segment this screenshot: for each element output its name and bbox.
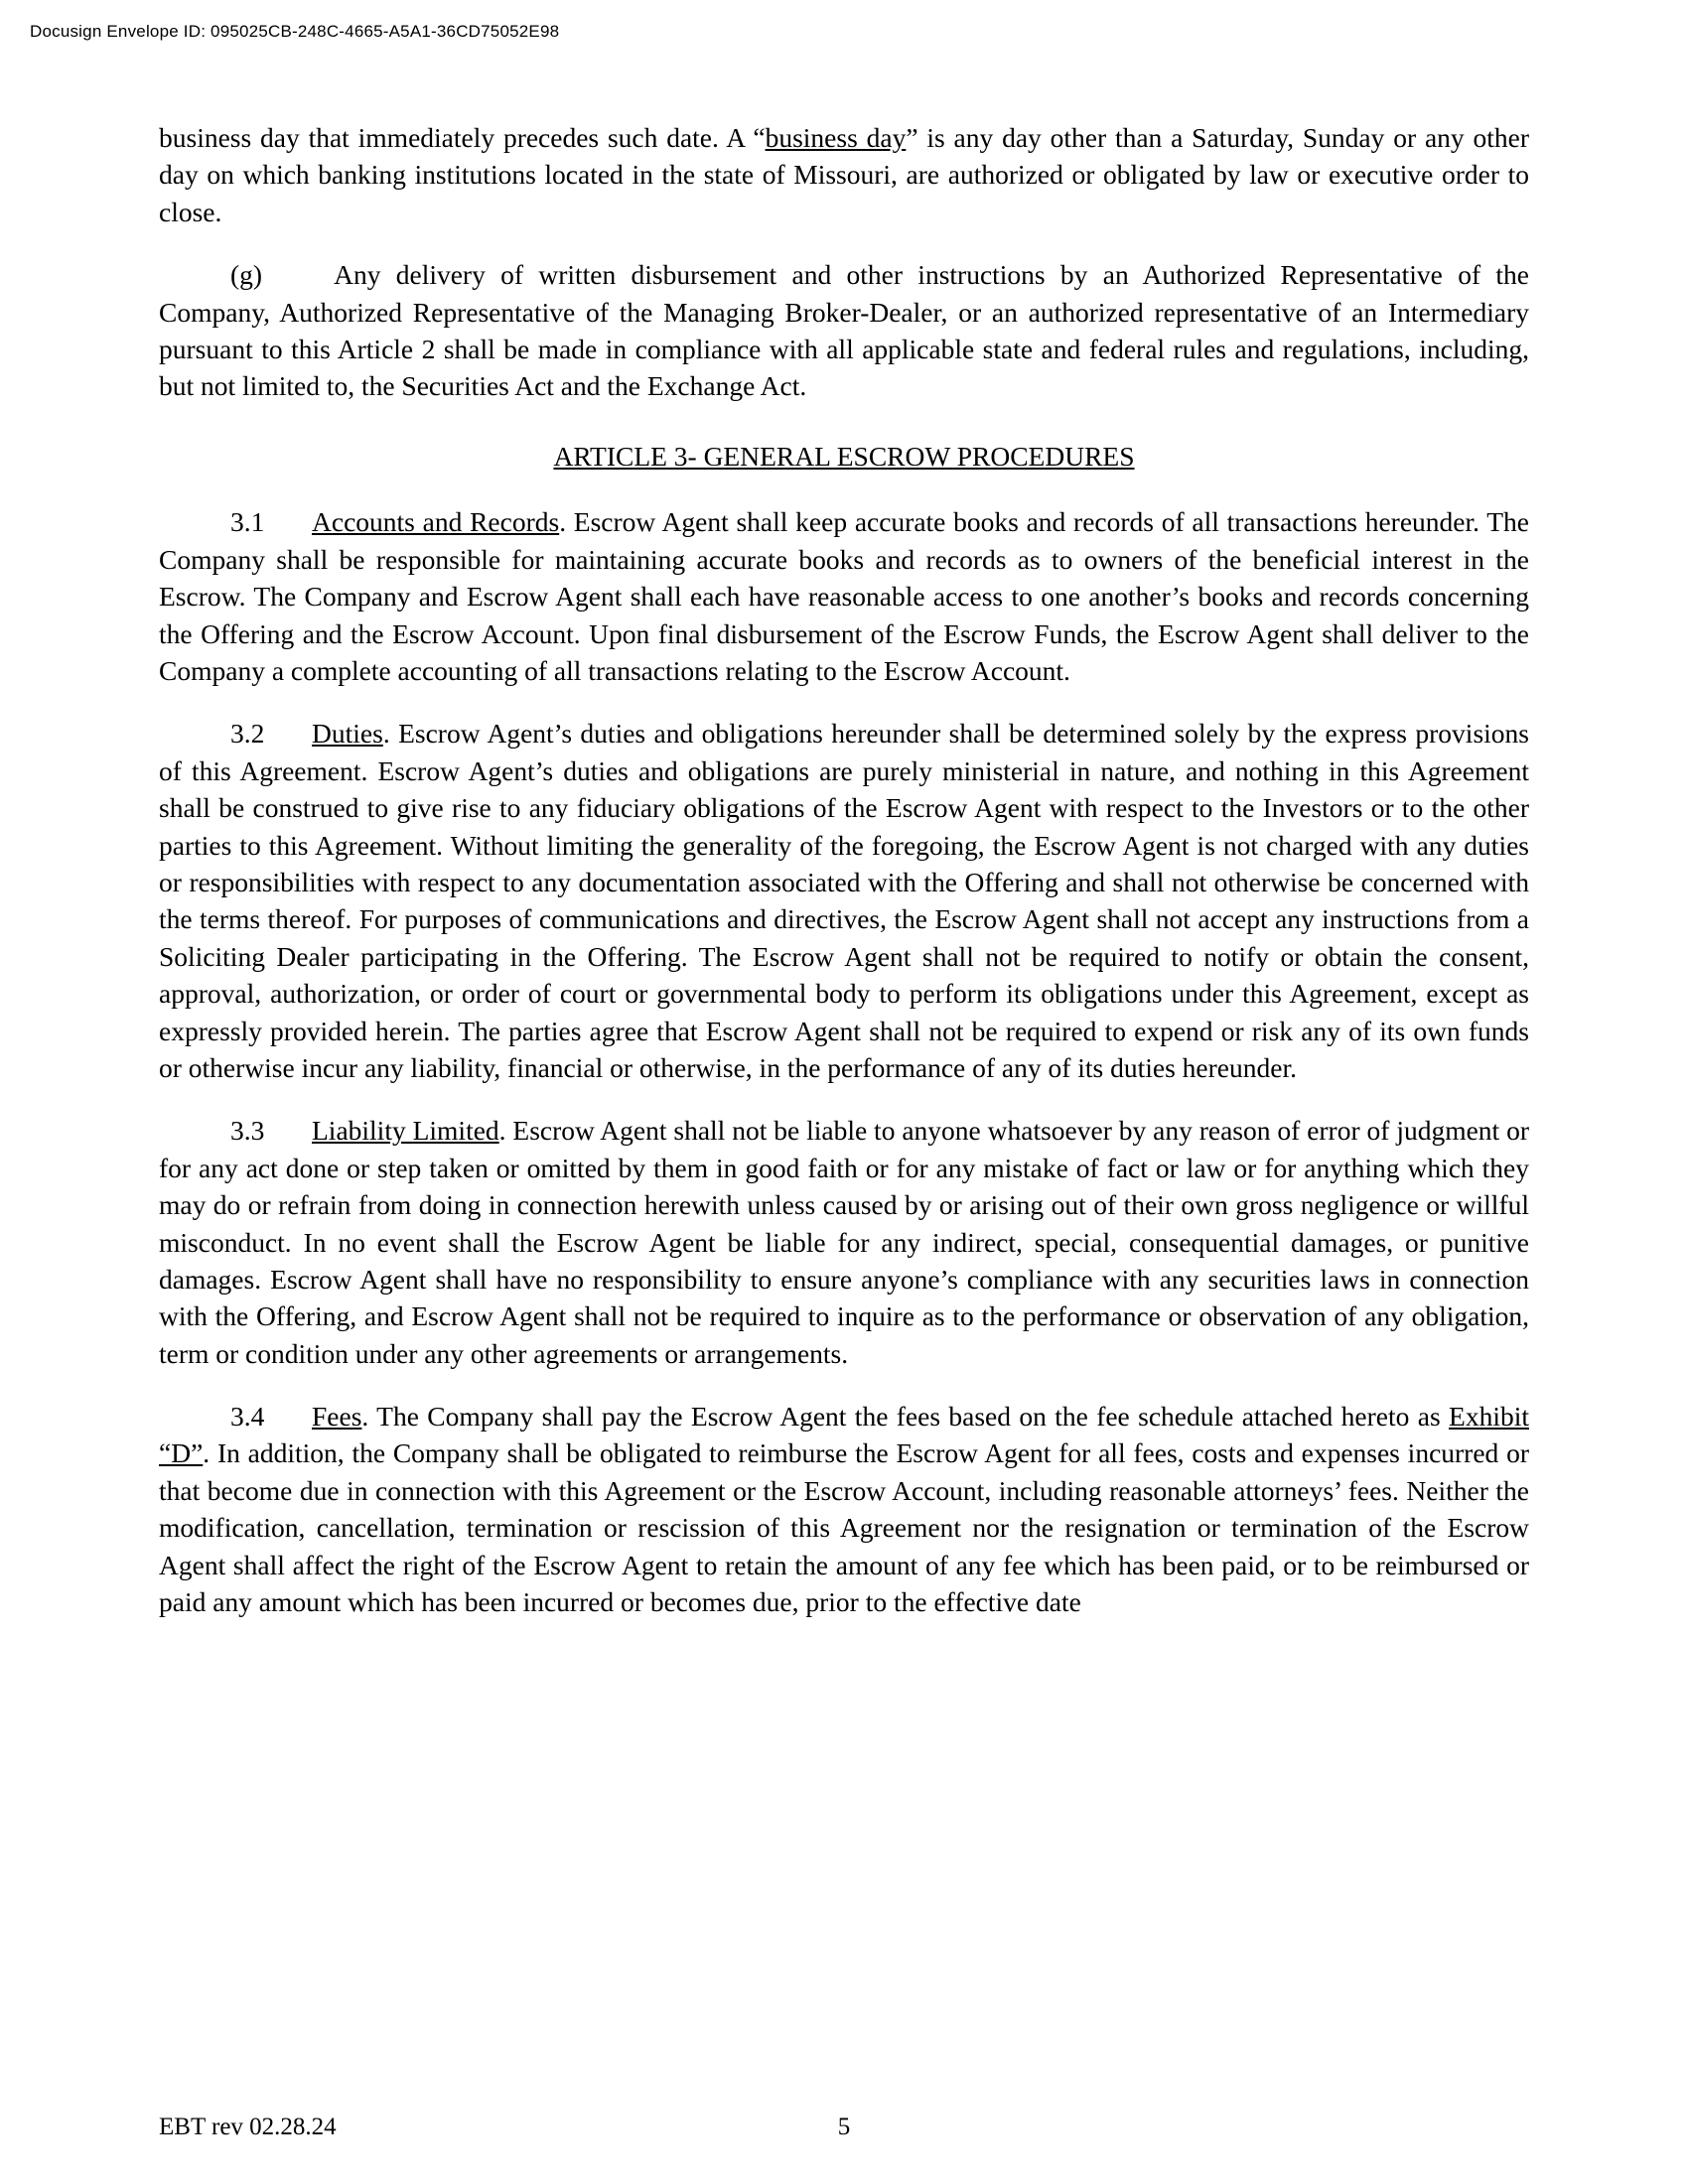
section-3-1-title: Accounts and Records [312, 506, 560, 538]
paragraph-continued [159, 119, 1529, 230]
section-3-4-title: Fees [312, 1401, 362, 1433]
section-3-2-title: Duties [312, 718, 383, 750]
docusign-envelope-id: Docusign Envelope ID: 095025CB-248C-4665-A5A1-36CD75052E98 [30, 22, 560, 41]
section-3-2-text: . Escrow Agent’s duties and obligations hereunder shall be determined solely by the express provisions of this Agreement. Escrow Agent’s duties and obligations are purely ministerial in nature, and nothing in this Agreement shall be construed to give rise to any fiduciary obligations of the Escrow Agent with respect to the Investors or to the other parties to this Agreement. Without limiting the generality of the foregoing, the Escrow Agent is not charged with any duties or responsibilities with respect to any documentation associated with the Offering and shall not otherwise be concerned with the terms thereof. For purposes of communications and directives, the Escrow Agent shall not accept any instructions from a Soliciting Dealer participating in the Offering. The Escrow Agent shall not be required to notify or obtain the consent, approval, authorization, or order of court or governmental body to perform its obligations under this Agreement, except as expressly provided herein. The parties agree that Escrow Agent shall not be required to expend or risk any of its own funds or otherwise incur any liability, financial or otherwise, in the performance of any of its duties hereunder. [159, 718, 1529, 1083]
section-3-4-text-part2: . In addition, the Company shall be obligated to reimburse the Escrow Agent for all fees, costs and expenses incurred or that become due in connection with this Agreement or the Escrow Account, including reasonable attorneys’ fees. Neither the modification, cancellation, termination or rescission of this Agreement nor the resignation or termination of the Escrow Agent shall affect the right of the Escrow Agent to retain the amount of any fee which has been paid, or to be reimbursed or paid any amount which has been incurred or becomes due, prior to the effective date [159, 1437, 1529, 1618]
section-3-4 [159, 1398, 1529, 1620]
footer-revision: EBT rev 02.28.24 [159, 2114, 337, 2140]
document-body [159, 119, 1529, 1646]
section-3-3-number: 3.3 [230, 1115, 265, 1147]
paragraph-g-text: Any delivery of written disbursement and other instructions by an Authorized Representative of the Company, Authorized Representative of the Managing Broker-Dealer, or an authorized representative of an Intermediary pursuant to this Article 2 shall be made in compliance with all applicable state and federal rules and regulations, including, but not limited to, the Securities Act and the Exchange Act. [159, 259, 1529, 402]
business-day-underlined: business day [765, 122, 907, 153]
paragraph-g [159, 256, 1529, 405]
section-3-1-text: . Escrow Agent shall keep accurate books and records of all transactions hereunder. The Company shall be responsible for maintaining accurate books and records as to owners of the beneficial interest in the Escrow. The Company and Escrow Agent shall each have reasonable access to one another’s books and records concerning the Offering and the Escrow Account. Upon final disbursement of the Escrow Funds, the Escrow Agent shall deliver to the Company a complete accounting of all transactions relating to the Escrow Account. [159, 506, 1530, 687]
article-3-heading [159, 439, 1529, 475]
section-3-1-number: 3.1 [230, 506, 265, 538]
section-3-2 [159, 715, 1529, 1086]
paragraph-continued-rest: ” is any day other than a Saturday, Sunday or any other day on which banking institutions located in the state of Missouri, are authorized or obligated by law or executive order to close. [159, 122, 1529, 227]
footer-page-number: 5 [837, 2114, 851, 2140]
article-3-heading-text: ARTICLE 3- GENERAL ESCROW PROCEDURES [553, 440, 1135, 472]
exhibit-d-reference: Exhibit “D” [159, 1401, 1529, 1469]
section-3-4-number: 3.4 [230, 1401, 265, 1433]
section-3-3-title: Liability Limited [312, 1115, 499, 1147]
paragraph-continued-lead: business day that immediately precedes such date. A “ [159, 122, 766, 153]
section-3-3-text: . Escrow Agent shall not be liable to anyone whatsoever by any reason of error of judgment or for any act done or step taken or omitted by them in good faith or for any mistake of fact or law or for anything which they may do or refrain from doing in connection herewith unless caused by or arising out of their own gross negligence or willful misconduct. In no event shall the Escrow Agent be liable for any indirect, special, consequential damages, or punitive damages. Escrow Agent shall have no responsibility to ensure anyone’s compliance with any securities laws in connection with the Offering, and Escrow Agent shall not be required to inquire as to the performance or observation of any obligation, term or condition under any other agreements or arrangements. [159, 1115, 1529, 1369]
section-3-2-number: 3.2 [230, 718, 265, 750]
section-3-1 [159, 503, 1529, 689]
paragraph-g-label: (g) [230, 259, 263, 291]
section-3-4-text-part1: . The Company shall pay the Escrow Agent the fees based on the fee schedule attached hereto as [361, 1401, 1450, 1433]
section-3-3 [159, 1112, 1529, 1372]
